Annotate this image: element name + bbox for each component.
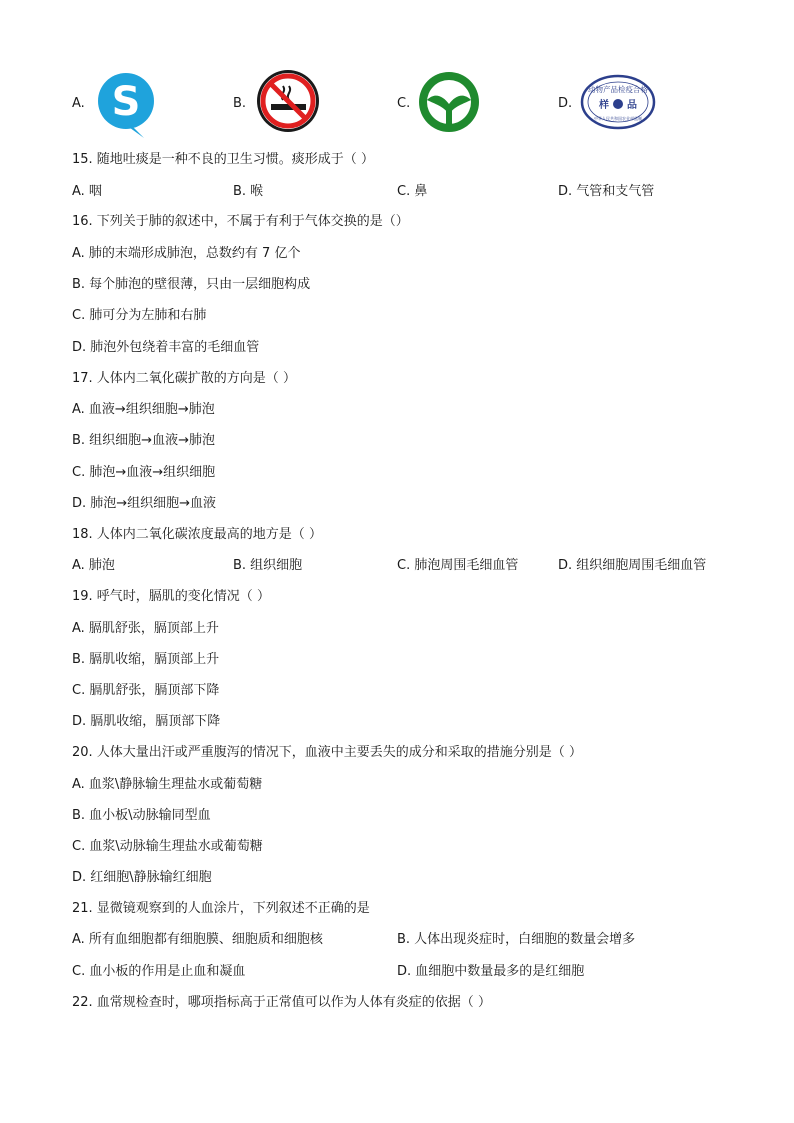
question-15-option-b[interactable]: B. 喉 (233, 184, 264, 199)
question-22-stem: 22. 血常规检查时，哪项指标高于正常值可以作为人体有炎症的依据（ ） (72, 995, 491, 1010)
question-16-option-a[interactable]: A. 肺的末端形成肺泡，总数约有 7 亿个 (72, 246, 301, 261)
option-c-label: C. (397, 96, 411, 111)
question-17-option-d[interactable]: D. 肺泡→组织细胞→血液 (72, 496, 217, 511)
question-16-option-b[interactable]: B. 每个肺泡的壁很薄，只由一层细胞构成 (72, 277, 311, 292)
svg-text:S: S (111, 79, 141, 125)
green-food-mark-icon (417, 70, 481, 134)
question-15-option-c[interactable]: C. 鼻 (397, 184, 428, 199)
q-quality-mark-icon (96, 70, 158, 140)
question-21-option-d[interactable]: D. 血细胞中数量最多的是红细胞 (397, 964, 585, 979)
question-20-option-a[interactable]: A. 血浆\静脉输生理盐水或葡萄糖 (72, 777, 263, 792)
seal-top-text: 动物产品检疫合格 (588, 85, 648, 94)
option-d-label: D. (558, 96, 573, 111)
question-15-stem: 15. 随地吐痰是一种不良的卫生习惯。痰形成于（ ） (72, 152, 374, 167)
logo-options-row (0, 66, 794, 140)
question-16-option-c[interactable]: C. 肺可分为左肺和右肺 (72, 308, 207, 323)
question-17-option-b[interactable]: B. 组织细胞→血液→肺泡 (72, 433, 215, 448)
seal-left-text: 样 (599, 100, 609, 111)
quarantine-seal-icon (580, 74, 656, 130)
no-smoking-icon (255, 68, 321, 134)
question-19-option-c[interactable]: C. 膈肌舒张，膈顶部下降 (72, 683, 220, 698)
question-17-stem: 17. 人体内二氧化碳扩散的方向是（ ） (72, 371, 296, 386)
question-18-option-a[interactable]: A. 肺泡 (72, 558, 115, 573)
question-18-stem: 18. 人体内二氧化碳浓度最高的地方是（ ） (72, 527, 322, 542)
question-19-option-a[interactable]: A. 膈肌舒张，膈顶部上升 (72, 621, 219, 636)
question-16-option-d[interactable]: D. 肺泡外包绕着丰富的毛细血管 (72, 340, 260, 355)
question-20-stem: 20. 人体大量出汗或严重腹泻的情况下，血液中主要丢失的成分和采取的措施分别是（ ） (72, 745, 582, 760)
question-21-option-a[interactable]: A. 所有血细胞都有细胞膜、细胞质和细胞核 (72, 932, 323, 947)
question-21-option-b[interactable]: B. 人体出现炎症时，白细胞的数量会增多 (397, 932, 636, 947)
question-17-option-a[interactable]: A. 血液→组织细胞→肺泡 (72, 402, 215, 417)
question-17-option-c[interactable]: C. 肺泡→血液→组织细胞 (72, 465, 216, 480)
question-18-option-c[interactable]: C. 肺泡周围毛细血管 (397, 558, 519, 573)
question-21-stem: 21. 显微镜观察到的人血涂片，下列叙述不正确的是 (72, 901, 370, 916)
question-15-option-d[interactable]: D. 气管和支气管 (558, 184, 655, 199)
question-20-option-b[interactable]: B. 血小板\动脉输同型血 (72, 808, 211, 823)
question-20-option-d[interactable]: D. 红细胞\静脉输红细胞 (72, 870, 212, 885)
question-21-option-c[interactable]: C. 血小板的作用是止血和凝血 (72, 964, 246, 979)
question-19-option-b[interactable]: B. 膈肌收缩，膈顶部上升 (72, 652, 220, 667)
option-b-label: B. (233, 96, 247, 111)
question-18-option-d[interactable]: D. 组织细胞周围毛细血管 (558, 558, 707, 573)
question-20-option-c[interactable]: C. 血浆\动脉输生理盐水或葡萄糖 (72, 839, 263, 854)
seal-bottom-text: 中华人民共和国农业部监制 (594, 116, 642, 121)
question-16-stem: 16. 下列关于肺的叙述中，不属于有利于气体交换的是（） (72, 214, 409, 229)
seal-right-text: 品 (627, 100, 637, 111)
question-15-option-a[interactable]: A. 咽 (72, 184, 102, 199)
question-19-option-d[interactable]: D. 膈肌收缩，膈顶部下降 (72, 714, 221, 729)
option-a-label: A. (72, 96, 85, 111)
question-18-option-b[interactable]: B. 组织细胞 (233, 558, 303, 573)
question-19-stem: 19. 呼气时，膈肌的变化情况（ ） (72, 589, 270, 604)
